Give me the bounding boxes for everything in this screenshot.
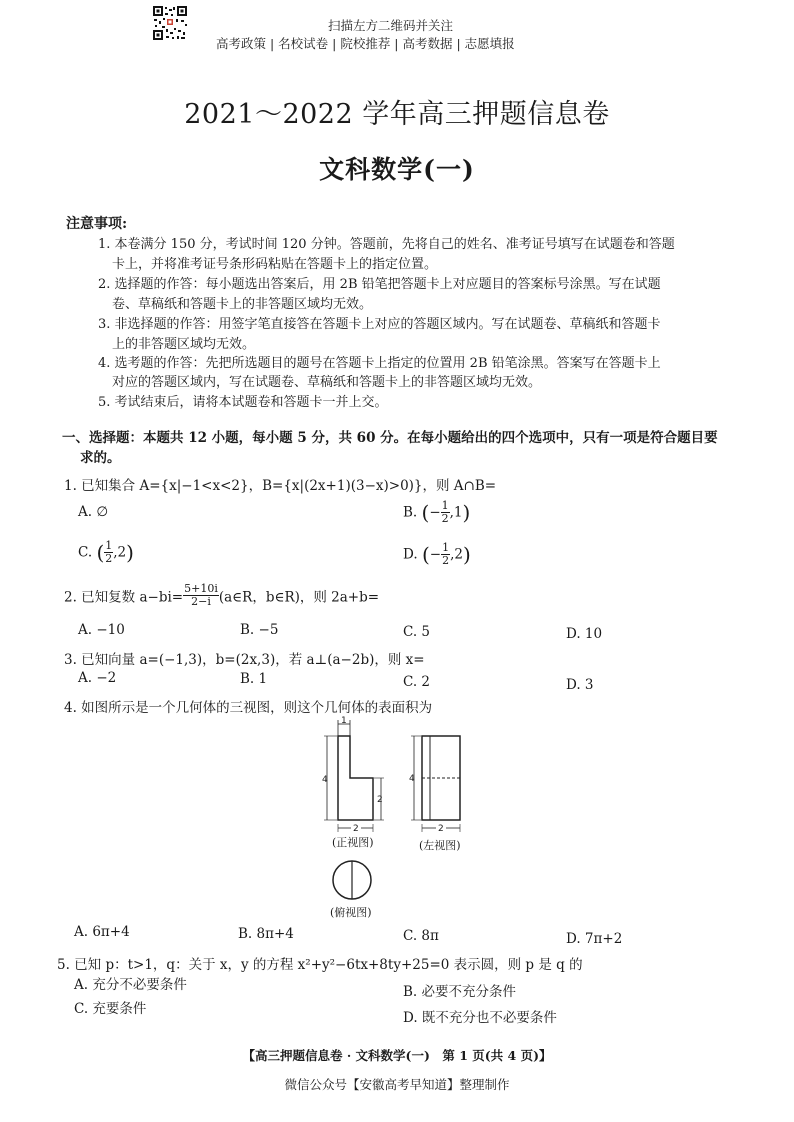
question-1-option-d: D. (− $\frac{1}{2}$ ,2) xyxy=(403,541,471,567)
section-heading-cont: 求的。 xyxy=(80,450,121,466)
question-4-option-a: A. 6π+4 xyxy=(74,924,130,940)
section-heading: 一、选择题：本题共 12 小题，每小题 5 分，共 60 分。在每小题给出的四个选项中，只有一项是符合题目要 xyxy=(62,430,718,446)
question-5-option-d: D. 既不充分也不必要条件 xyxy=(403,1010,557,1026)
front-dim-left: 4 xyxy=(322,775,328,785)
question-2-option-a: A. −10 xyxy=(78,622,125,638)
note-line: 4. 选考题的作答：先把所选题目的题号在答题卡上指定的位置用 2B 铅笔涂黑。答案写在答题卡上 xyxy=(98,356,661,371)
question-2-stem: 2. 已知复数 a−bi= $\frac{5+10i}{2-i}$ (a∈R，b∈R)，则 2a+b= xyxy=(64,582,380,608)
note-line: 5. 考试结束后，请将本试题卷和答题卡一并上交。 xyxy=(98,395,388,410)
question-1-option-c: C. ( $\frac{1}{2}$ ,2) xyxy=(78,539,134,565)
question-3-option-a: A. −2 xyxy=(78,670,117,686)
question-3-option-d: D. 3 xyxy=(566,677,594,693)
question-4-option-b: B. 8π+4 xyxy=(238,926,294,942)
notes-heading: 注意事项: xyxy=(66,216,128,232)
side-dim-left: 4 xyxy=(409,774,415,784)
question-4-option-d: D. 7π+2 xyxy=(566,931,623,947)
question-1-stem: 1. 已知集合 A={x|−1<x<2}，B={x|(2x+1)(3−x)>0)}，则 A∩B= xyxy=(64,478,497,494)
question-2-option-d: D. 10 xyxy=(566,626,603,642)
side-view-caption: (左视图) xyxy=(419,839,461,852)
note-line: 1. 本卷满分 150 分，考试时间 120 分钟。答题前，先将自己的姓名、准考证号填写在试题卷和答题 xyxy=(98,237,675,252)
page-subtitle: 文科数学(一) xyxy=(319,155,475,184)
side-view-figure xyxy=(404,730,474,840)
header-nav: 高考政策 | 名校试卷 | 院校推荐 | 高考数据 | 志愿填报 xyxy=(216,36,515,51)
top-view-figure xyxy=(328,856,376,904)
front-dim-top: 1 xyxy=(341,716,347,726)
side-dim-bottom: 2 xyxy=(438,824,444,834)
question-4-option-c: C. 8π xyxy=(403,928,439,944)
page-title: 2021～2022 学年高三押题信息卷 xyxy=(184,99,610,130)
question-3-stem: 3. 已知向量 a=(−1,3)，b=(2x,3)，若 a⊥(a−2b)，则 x= xyxy=(64,652,425,668)
note-line: 上的非答题区域均无效。 xyxy=(112,337,256,352)
front-view-caption: (正视图) xyxy=(332,836,374,849)
question-1-option-a: A. ∅ xyxy=(78,504,109,520)
scan-hint: 扫描左方二维码并关注 xyxy=(328,18,454,33)
top-view-caption: (俯视图) xyxy=(330,906,372,919)
question-5-option-b: B. 必要不充分条件 xyxy=(403,984,517,1000)
qr-code xyxy=(152,5,188,41)
question-2-option-b: B. −5 xyxy=(240,622,279,638)
question-2-option-c: C. 5 xyxy=(403,624,431,640)
note-line: 卷、草稿纸和答题卡上的非答题区域均无效。 xyxy=(112,297,373,312)
footer-credit: 微信公众号【安徽高考早知道】整理制作 xyxy=(284,1077,510,1092)
question-3-option-c: C. 2 xyxy=(403,674,431,690)
front-dim-bottom: 2 xyxy=(353,824,359,834)
note-line: 3. 非选择题的作答：用签字笔直接答在答题卡上对应的答题区域内。写在试题卷、草稿纸和答题卡 xyxy=(98,317,661,332)
question-3-option-b: B. 1 xyxy=(240,671,268,687)
note-line: 对应的答题区域内，写在试题卷、草稿纸和答题卡上的非答题区域均无效。 xyxy=(112,375,542,390)
note-line: 卡上，并将准考证号条形码粘贴在答题卡上的指定位置。 xyxy=(112,257,438,272)
front-dim-right: 2 xyxy=(377,795,383,805)
note-line: 2. 选择题的作答：每小题选出答案后，用 2B 铅笔把答题卡上对应题目的答案标号涂黑。写在试题 xyxy=(98,277,661,292)
question-1-option-b: B. (− $\frac{1}{2}$ ,1) xyxy=(403,499,471,525)
question-5-stem: 5. 已知 p：t>1，q：关于 x，y 的方程 x²+y²−6tx+8ty+25=0 表示圆，则 p 是 q 的 xyxy=(57,957,583,973)
question-5-option-a: A. 充分不必要条件 xyxy=(74,977,187,993)
page-footer: 【高三押题信息卷 · 文科数学(一) 第 1 页(共 4 页)】 xyxy=(242,1048,552,1063)
question-4-stem: 4. 如图所示是一个几何体的三视图，则这个几何体的表面积为 xyxy=(64,700,433,716)
question-5-option-c: C. 充要条件 xyxy=(74,1001,147,1017)
